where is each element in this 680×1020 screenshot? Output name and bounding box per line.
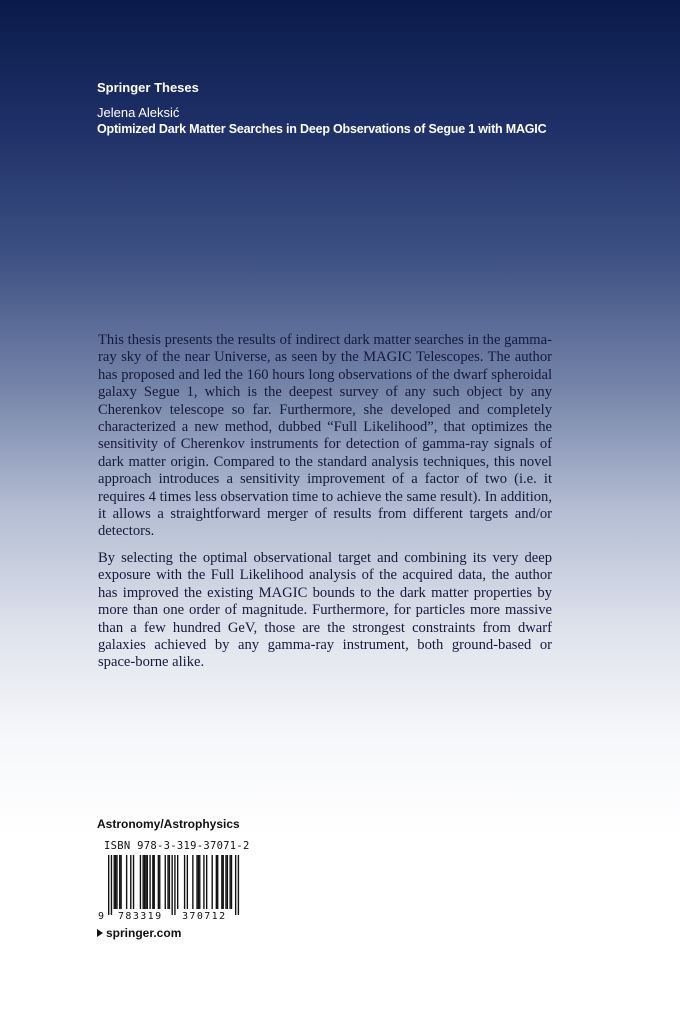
barcode-bar: [192, 855, 193, 909]
barcode-right-digits: 370712: [182, 911, 227, 922]
barcode-bar: [165, 855, 166, 909]
barcode-bar: [149, 855, 150, 909]
barcode-bar: [152, 855, 153, 909]
barcode-bar: [140, 855, 141, 909]
barcode-bar: [116, 855, 117, 909]
author-name: Jelena Aleksić: [97, 105, 180, 120]
barcode-bar: [169, 855, 170, 909]
barcode-bar: [203, 855, 204, 909]
barcode-bar: [130, 855, 131, 909]
isbn-label: ISBN 978-3-319-37071-2: [104, 840, 250, 852]
barcode-bar: [119, 855, 120, 909]
barcode-bar: [229, 855, 230, 909]
barcode-bar: [111, 855, 112, 915]
website-text: springer.com: [106, 926, 182, 940]
barcode-bar: [235, 855, 236, 915]
barcode-bar: [154, 855, 155, 909]
arrow-right-icon: [97, 929, 103, 937]
barcode-bar: [158, 855, 159, 909]
barcode-bar: [133, 855, 134, 909]
barcode-bar: [108, 855, 109, 915]
barcode-bar: [171, 855, 172, 915]
barcode-bar: [221, 855, 222, 909]
blurb-paragraph-2: By selecting the optimal observational target and combining its very deep exposure with the Full Likelihood analysis of the acquired data, the author has improved the existing MAGIC bounds to the dark matter properties by more than one order of magnitude. Furthermore, for particles more massive than a few hundred GeV, those are the strongest constraints from dwarf galaxies achieved by any gamma-ray instrument, both ground-based or space-borne alike.: [98, 549, 552, 671]
barcode-bar: [184, 855, 185, 909]
blurb: [98, 332, 552, 681]
barcode-bar: [120, 855, 121, 909]
barcode-bar: [144, 855, 145, 909]
website-link[interactable]: [97, 926, 181, 940]
barcode-bar: [187, 855, 188, 909]
barcode-bar: [126, 855, 127, 909]
barcode-bar: [145, 855, 146, 909]
barcode-bar: [167, 855, 168, 909]
barcode-leading-digit: 9: [98, 911, 105, 922]
barcode-bar: [177, 855, 178, 909]
barcode-bar: [143, 855, 144, 909]
barcode-bar: [206, 855, 207, 909]
barcode-bar: [231, 855, 232, 909]
barcode-bar: [217, 855, 218, 909]
barcode-bar: [174, 855, 175, 915]
barcode-bar: [238, 855, 239, 915]
barcode-bar: [212, 855, 213, 909]
barcode-bar: [216, 855, 217, 909]
barcode-bar: [114, 855, 115, 909]
barcode-bar: [115, 855, 116, 909]
isbn-barcode: [96, 853, 251, 923]
subject-category: Astronomy/Astrophysics: [97, 817, 240, 831]
barcode-left-digits: 783319: [118, 911, 163, 922]
book-title: Optimized Dark Matter Searches in Deep Observations of Segue 1 with MAGIC: [97, 122, 547, 136]
barcode-bar: [159, 855, 160, 909]
barcode-bar: [147, 855, 148, 909]
barcode-bar: [198, 855, 199, 909]
blurb-paragraph-1: This thesis presents the results of indirect dark matter searches in the gamma-ray sky of the near Universe, as seen by the MAGIC Telescopes. The author has proposed and led the 160 hours long observations of the dwarf spheroidal galaxy Segue 1, which is the deepest survey of any such object by any Cherenkov telescope so far. Furthermore, she developed and completely characterized a new method, dubbed “Full Likelihood”, that optimizes the sensitivity of Cherenkov instruments for detection of gamma-ray signals of dark matter origin. Compared to the standard analysis techniques, this novel approach introduces a sensitivity improvement of a factor of two (i.e. it requires 4 times less observation time to achieve the same result). In addition, it allows a straightforward merger of results from different targets and/or detectors.: [98, 332, 552, 540]
barcode-bar: [223, 855, 224, 909]
barcode-bar: [227, 855, 228, 909]
barcode-bar: [199, 855, 200, 909]
barcode-bar: [225, 855, 226, 909]
barcode-bar: [196, 855, 197, 909]
series-name: Springer Theses: [97, 80, 199, 95]
